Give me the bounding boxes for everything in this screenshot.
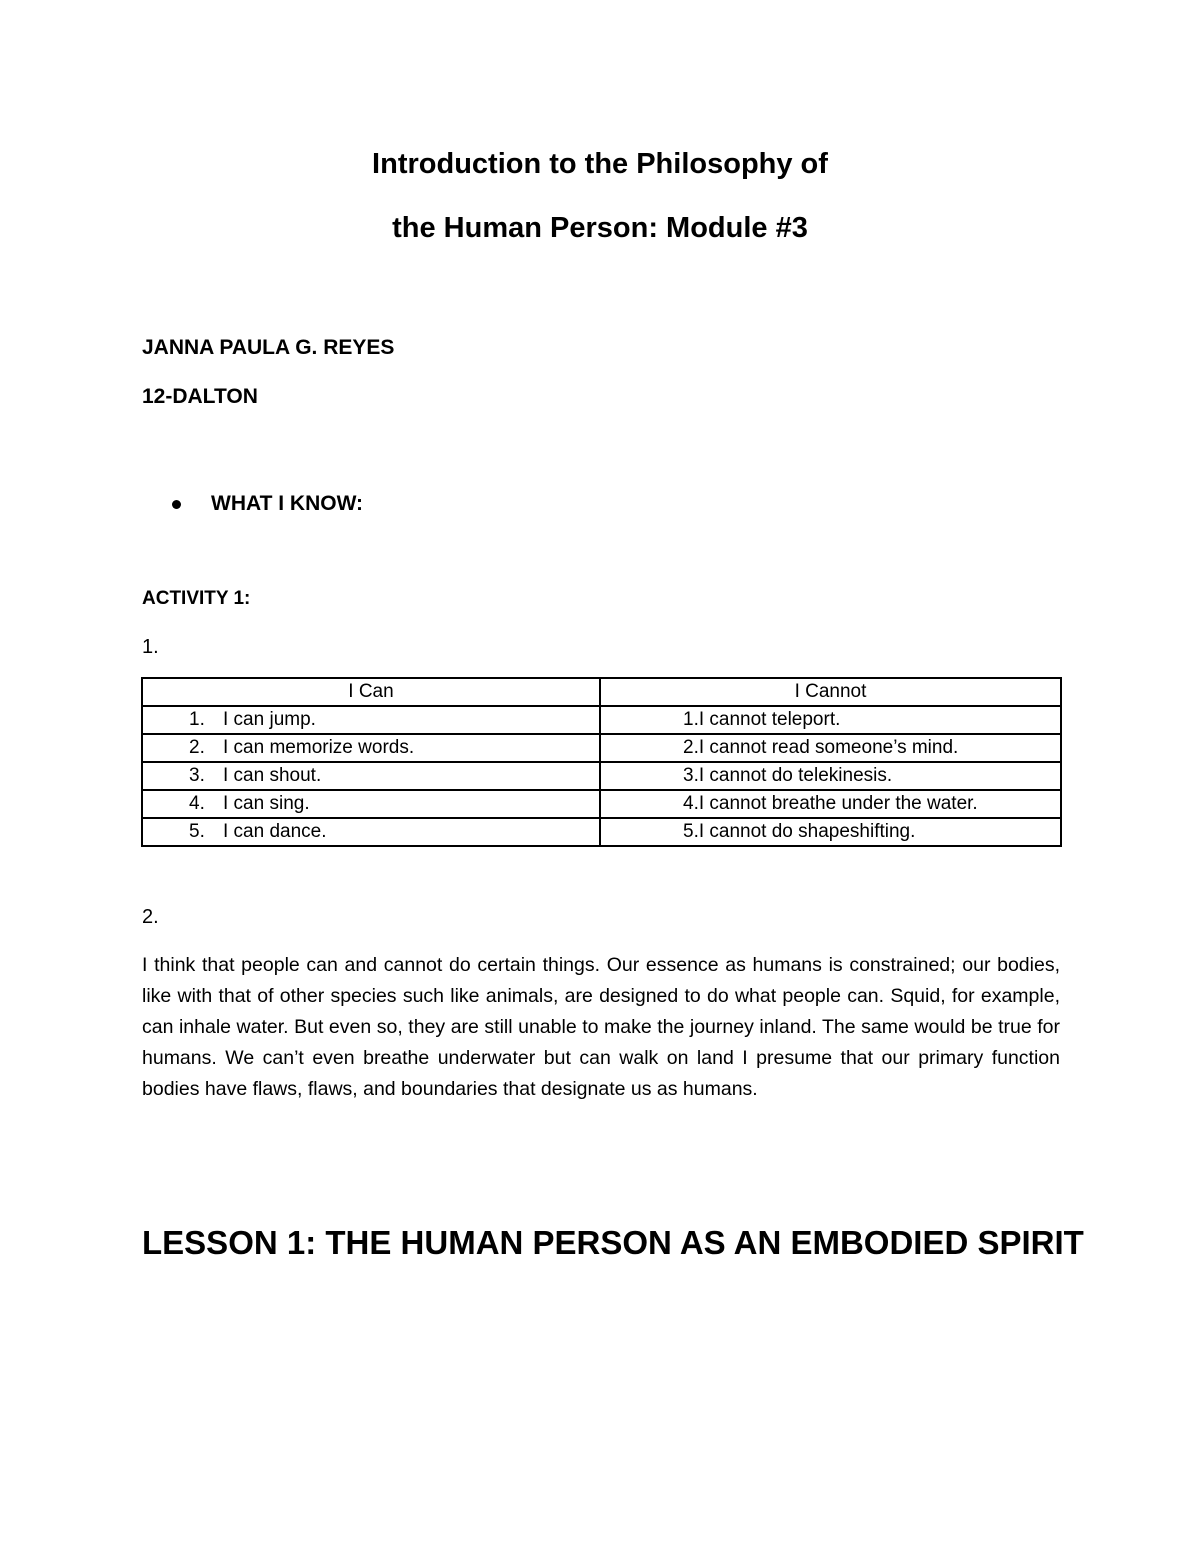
can-text: I can shout.: [223, 765, 322, 786]
table-row: [142, 706, 1061, 734]
can-text: I can dance.: [223, 821, 327, 842]
can-text: I can memorize words.: [223, 737, 415, 758]
table-row: [142, 734, 1061, 762]
row-number: 1.: [189, 709, 205, 730]
activity-label: ACTIVITY 1:: [142, 588, 251, 609]
row-number: 5.: [189, 821, 205, 842]
row-number: 2.: [189, 737, 205, 758]
can-cell: [142, 734, 600, 762]
cannot-cell: 3.I cannot do telekinesis.: [600, 762, 1061, 790]
can-cannot-table: [141, 677, 1062, 847]
what-i-know-heading: [172, 490, 363, 518]
item-number-1: 1.: [142, 636, 159, 658]
document-title-line-1: Introduction to the Philosophy of: [372, 148, 828, 180]
table-row: [142, 762, 1061, 790]
can-text: I can jump.: [223, 709, 316, 730]
can-cell: [142, 706, 600, 734]
can-cell: [142, 790, 600, 818]
row-number: 4.: [189, 793, 205, 814]
cannot-cell: 4.I cannot breathe under the water.: [600, 790, 1061, 818]
cannot-cell: 2.I cannot read someone’s mind.: [600, 734, 1061, 762]
table-row: [142, 818, 1061, 846]
cannot-cell: 1.I cannot teleport.: [600, 706, 1061, 734]
header-i-can: I Can: [142, 678, 600, 706]
table-header-row: [142, 678, 1061, 706]
row-number: 3.: [189, 765, 205, 786]
bullet-icon: [172, 500, 181, 509]
can-text: I can sing.: [223, 793, 310, 814]
student-name: JANNA PAULA G. REYES: [142, 336, 395, 359]
header-i-cannot: I Cannot: [600, 678, 1061, 706]
can-cell: [142, 762, 600, 790]
cannot-cell: 5.I cannot do shapeshifting.: [600, 818, 1061, 846]
lesson-heading: LESSON 1: THE HUMAN PERSON AS AN EMBODIED SPIRIT: [142, 1224, 1084, 1261]
table-row: [142, 790, 1061, 818]
can-cell: [142, 818, 600, 846]
reflection-paragraph: I think that people can and cannot do certain things. Our essence as humans is constrained; our bodies, like with that of other species such like animals, are designed to do what people can. Squid, for example, can inhale water. But even so, they are still unable to make the journey inland. The same would be true for humans. We can’t even breathe underwater but can walk on land I presume that our primary function bodies have flaws, flaws, and boundaries that designate us as humans.: [142, 954, 1060, 1100]
what-i-know-label: WHAT I KNOW:: [211, 492, 364, 515]
student-section: 12-DALTON: [142, 385, 258, 408]
document-title-line-2: the Human Person: Module #3: [392, 212, 808, 244]
item-number-2: 2.: [142, 906, 159, 928]
